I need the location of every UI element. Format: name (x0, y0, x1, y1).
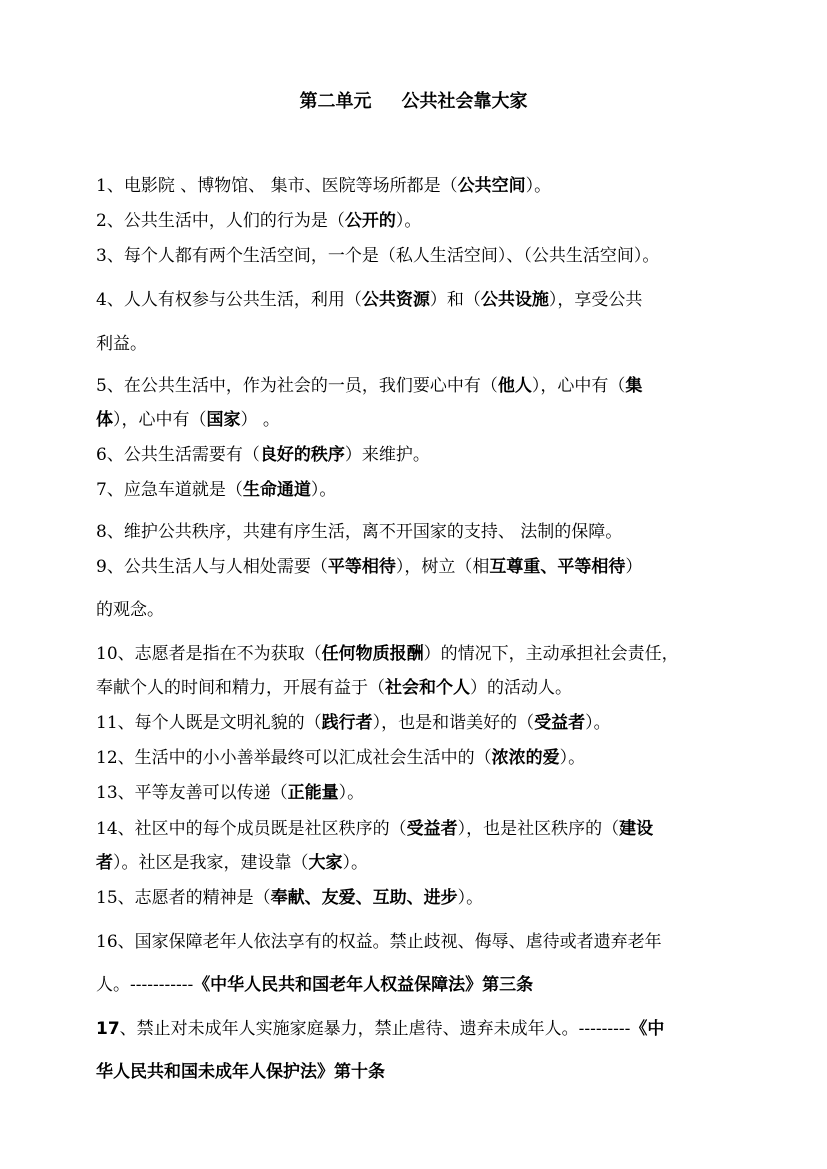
item-7: 7、应急车道就是（生命通道）。 (96, 480, 337, 500)
item-12: 12、生活中的小小善举最终可以汇成社会生活中的（浓浓的爱）。 (96, 748, 586, 768)
unit-label: 第二单元 (299, 91, 372, 112)
item-14: 14、社区中的每个成员既是社区秩序的（受益者），也是社区秩序的（建设 (96, 819, 654, 839)
answer: 国家 (206, 410, 241, 430)
item-1: 1、电影院 、博物馆、 集市、医院等场所都是（公共空间）。 (96, 176, 552, 196)
item-3: 3、每个人都有两个生活空间，一个是（私人生活空间）、（公共生活空间）。 (96, 246, 660, 266)
item-9-cont: 的观念。 (96, 600, 164, 620)
answer: 奉献、友爱、互助、进步 (270, 888, 458, 908)
law-citation: 《中 (630, 1019, 665, 1039)
law-citation: 《中华人民共和国老年人权益保障法》第三条 (193, 975, 534, 995)
answer: 大家 (308, 853, 343, 873)
item-15: 15、志愿者的精神是（奉献、友爱、互助、进步）。 (96, 888, 484, 908)
answer: 公开的 (344, 211, 396, 231)
answer: 集 (625, 376, 643, 396)
unit-topic: 公共社会靠大家 (401, 91, 528, 112)
answer: 浓浓的爱 (491, 748, 560, 768)
item-14-cont: 者）。社区是我家，建设靠（大家）。 (96, 853, 368, 873)
answer: 受益者 (406, 819, 458, 839)
item-9: 9、公共生活人与人相处需要（平等相待），树立（相互尊重、平等相待） (96, 557, 643, 577)
item-16: 16、国家保障老年人依法享有的权益。禁止歧视、侮辱、虐待或者遗弃老年 (96, 932, 662, 952)
answer: 建设 (619, 819, 654, 839)
item-6: 6、公共生活需要有（良好的秩序）来维护。 (96, 445, 430, 465)
item-10: 10、志愿者是指在不为获取（任何物质报酬）的情况下，主动承担社会责任， (96, 644, 679, 664)
item-17-cont (96, 1058, 736, 1086)
item-16-cont: 人。-----------《中华人民共和国老年人权益保障法》第三条 (96, 975, 534, 995)
answer: 任何物质报酬 (321, 644, 424, 664)
answer: 他人 (497, 376, 532, 396)
item-10-cont: 奉献个人的时间和精力，开展有益于（社会和个人）的活动人。 (96, 678, 572, 698)
answer: 公共资源 (361, 290, 430, 310)
answer: 公共空间 (457, 176, 526, 196)
document-title (0, 88, 827, 116)
answer: 平等相待 (327, 557, 396, 577)
item-11: 11、每个人既是文明礼貌的（践行者），也是和谐美好的（受益者）。 (96, 713, 611, 733)
item-4: 4、人人有权参与公共生活，利用（公共资源）和（公共设施），享受公共 (96, 290, 643, 310)
answer: 良好的秩序 (259, 445, 345, 465)
answer: 者 (96, 853, 113, 873)
item-5-cont: 体），心中有（国家） 。 (96, 410, 280, 430)
item-2: 2、公共生活中，人们的行为是（公开的）。 (96, 211, 422, 231)
answer: 受益者 (534, 713, 586, 733)
item-5: 5、在公共生活中，作为社会的一员，我们要心中有（他人），心中有（集 (96, 376, 643, 396)
answer: 践行者 (321, 713, 373, 733)
answer: 公共设施 (480, 290, 549, 310)
answer: 互尊重、平等相待 (489, 557, 626, 577)
answer: 生命通道 (242, 480, 311, 500)
answer: 社会和个人 (385, 678, 470, 698)
item-8: 8、维护公共秩序，共建有序生活，离不开国家的支持、 法制的保障。 (96, 522, 623, 542)
item-4-cont: 利益。 (96, 334, 147, 354)
item-17: 17、禁止对未成年人实施家庭暴力，禁止虐待、遗弃未成年人。---------《中 (96, 1019, 665, 1039)
answer: 体 (96, 410, 113, 430)
item-13: 13、平等友善可以传递（正能量）。 (96, 783, 365, 803)
answer: 正能量 (287, 783, 339, 803)
law-citation: 华人民共和国未成年人保护法》第十条 (96, 1062, 385, 1082)
